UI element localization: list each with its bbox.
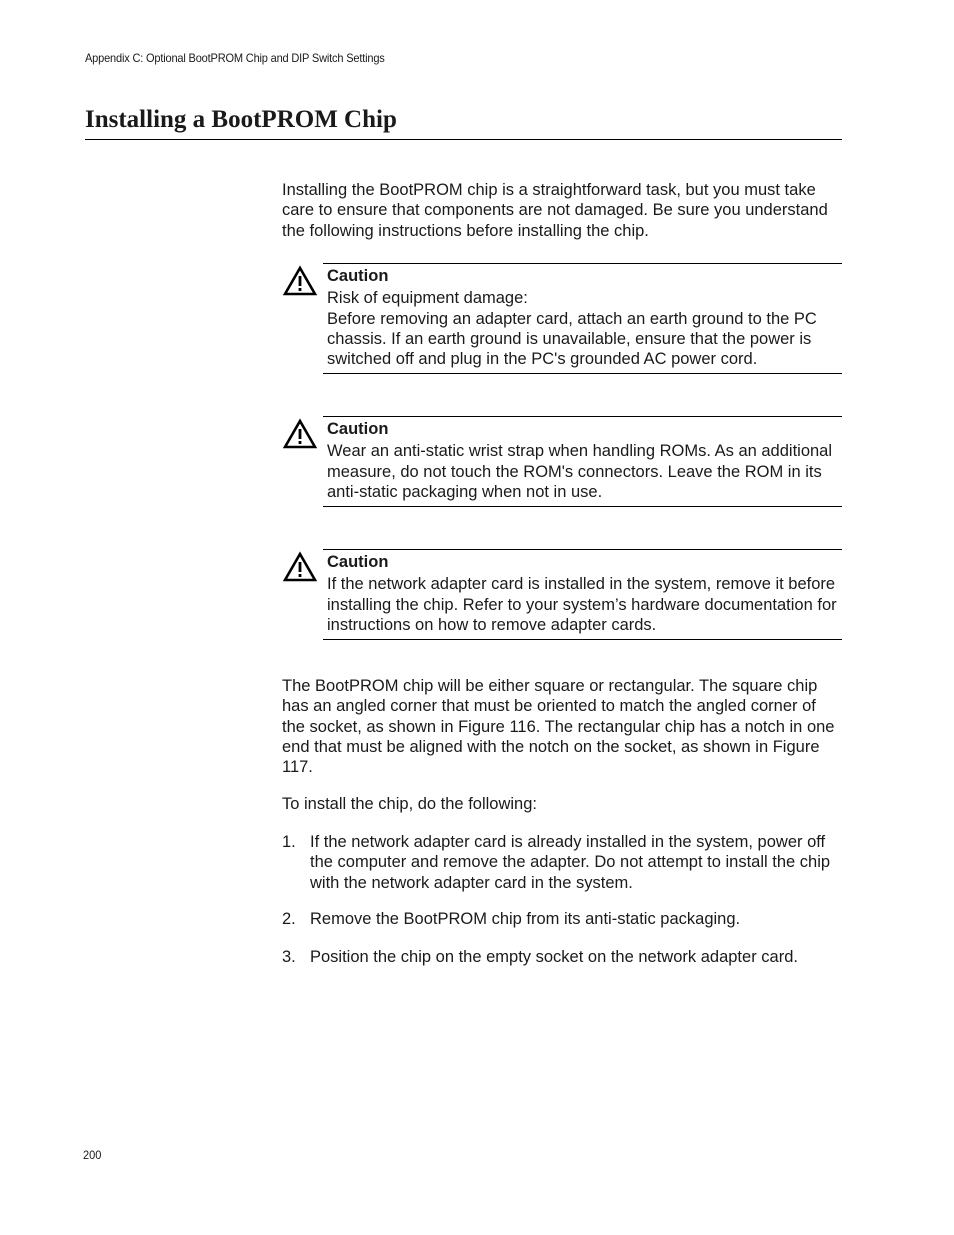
caution-title: Caution xyxy=(327,420,389,438)
caution-rule-bottom xyxy=(323,639,842,640)
caution-rule-bottom xyxy=(323,506,842,507)
caution-text xyxy=(327,552,842,635)
caution-text xyxy=(327,266,842,369)
intro-paragraph xyxy=(282,180,842,241)
caution-line: Before removing an adapter card, attach an earth ground to the PC chassis. If an earth ground is unavailable, ensure that the power is switched off and plug in the PC's grounded AC power cord. xyxy=(327,309,817,369)
caution-line: Risk of equipment damage: xyxy=(327,289,528,308)
caution-rule-top xyxy=(323,549,842,550)
step-number: 1. xyxy=(282,833,296,851)
caution-rule-top xyxy=(323,263,842,264)
warning-triangle-icon xyxy=(283,551,317,583)
section-title: Installing a BootPROM Chip xyxy=(85,106,842,140)
caution-text xyxy=(327,419,842,502)
caution-title: Caution xyxy=(327,267,389,285)
steps-intro-paragraph xyxy=(282,794,842,814)
warning-triangle-icon xyxy=(283,418,317,450)
step-number: 3. xyxy=(282,948,296,966)
caution-title: Caution xyxy=(327,553,389,571)
running-header: Appendix C: Optional BootPROM Chip and DIP Switch Settings xyxy=(85,51,385,65)
chip-description-paragraph xyxy=(282,676,842,777)
page-number: 200 xyxy=(83,1148,102,1162)
step-text: Remove the BootPROM chip from its anti-static packaging. xyxy=(310,910,741,928)
warning-triangle-icon xyxy=(283,265,317,297)
caution-line: If the network adapter card is installed in the system, remove it before installing the chip. Refer to your system’s hardware documentation for instructions on how to remove adapter cards. xyxy=(327,575,837,634)
caution-line: Wear an anti-static wrist strap when handling ROMs. As an additional measure, do not touch the ROM's connectors. Leave the ROM in its anti-static packaging when not in use. xyxy=(327,442,833,501)
step-text: Position the chip on the empty socket on the network adapter card. xyxy=(310,948,798,966)
steps-intro-text: To install the chip, do the following: xyxy=(282,795,537,813)
intro-text: Installing the BootPROM chip is a straightforward task, but you must take care to ensure that components are not damaged. Be sure you understand the following instructions before installing the chip. xyxy=(282,181,828,240)
step-number: 2. xyxy=(282,910,296,928)
chip-description-text: The BootPROM chip will be either square or rectangular. The square chip has an angled corner that must be oriented to match the angled corner of the socket, as shown in Figure 116. The rectangular chip has a notch in one end that must be aligned with the notch on the socket, as shown in Figure 117. xyxy=(282,677,835,777)
step-text: If the network adapter card is already installed in the system, power off the computer and remove the adapter. Do not attempt to install the chip with the network adapter card in the system. xyxy=(310,833,831,892)
caution-rule-top xyxy=(323,416,842,417)
caution-rule-bottom xyxy=(323,373,842,374)
